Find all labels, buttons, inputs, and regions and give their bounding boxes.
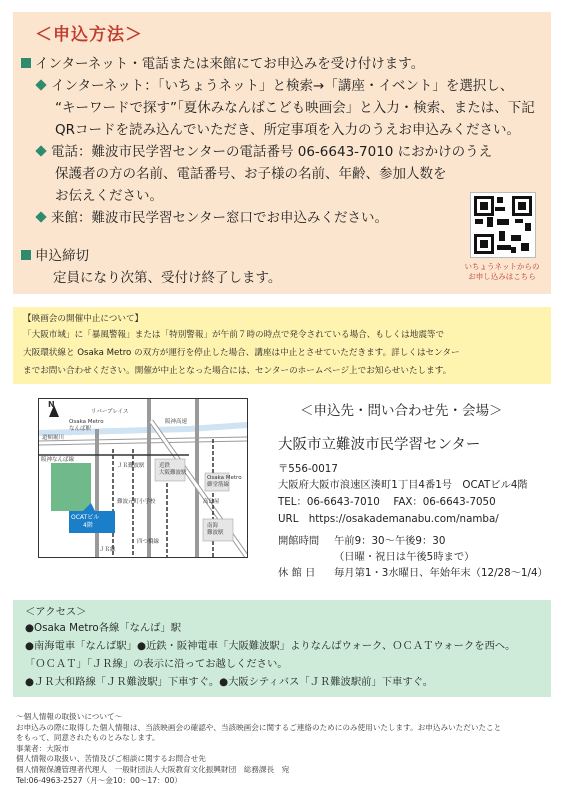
hours-note: （日曜・祝日は午後5時まで）: [334, 551, 475, 563]
access-line: ●Osaka Metro各線「なんば」駅: [25, 622, 182, 634]
map-callout-label: 4階: [83, 522, 93, 529]
access-line: ●ＪＲ大和路線「ＪＲ難波駅」下車すぐ。●大阪シティバス「ＪＲ難波駅前」下車すぐ。: [25, 676, 434, 688]
privacy-line: をもって、同意されたものとみなします。: [16, 733, 160, 743]
map-label: 難波元町小学校: [117, 499, 156, 505]
closed-value: 毎月第1・3水曜日、年始年末（12/28～1/4）: [334, 567, 548, 579]
map-label: 四つ橋線: [137, 539, 160, 545]
apply-line-internet: インターネット：「いちょうネット」と検索→「講座・イベント」を選択し、: [37, 78, 513, 95]
north-label: N: [48, 400, 55, 409]
access-line: 「ＯＣＡＴ」「ＪＲ線」の表示に沿ってお越しください。: [25, 658, 288, 670]
privacy-line: お申込みの際に取得した個人情報は、当該映画会の確認や、当該映画会に関するご連絡のためにのみ使用いたします。お申込みいただいたこと: [16, 722, 502, 732]
access-title: ＜アクセス＞: [25, 606, 87, 618]
venue-url[interactable]: URL https://osakademanabu.com/namba/: [278, 513, 499, 525]
map-label: 阪神なんば線: [41, 457, 75, 463]
map-label: 御堂筋線: [207, 482, 230, 488]
square-bullet-icon: [21, 250, 31, 260]
diamond-bullet-icon: [35, 145, 46, 156]
access-line: ●南海電車「なんば駅」●近鉄・阪神電車「大阪難波駅」よりなんばウォーク、ＯＣＡＴウォークを西へ。: [25, 640, 516, 652]
map-label: ＪＲ難波駅: [117, 463, 145, 469]
hours-value: 午前9：30～午後9：30: [334, 535, 446, 547]
privacy-line: 個人情報の取扱い、苦情及びご相談に関するお問合せ先: [16, 754, 206, 764]
access-panel: [13, 600, 551, 697]
apply-line-qr: QRコードを読み込んでいただき、所定事項を入力のうえお申込みください。: [55, 122, 520, 138]
privacy-line: ～個人情報の取扱いについて～: [16, 712, 123, 721]
deadline-text: 定員になり次第、受付け終了します。: [53, 270, 282, 286]
cancellation-notice: [13, 307, 551, 384]
apply-line-phone-end: お伝えください。: [55, 188, 163, 204]
map-label: 道頓堀川: [42, 435, 65, 441]
venue-name: 大阪市立難波市民学習センター: [278, 437, 481, 453]
venue-heading: ＜申込先・問い合わせ先・会場＞: [300, 403, 503, 419]
qr-caption: いちょうネットからの お申し込みはこちら: [464, 262, 540, 281]
apply-line-phone-detail: 保護者の方の名前、電話番号、お子様の名前、年齢、参加人数を: [55, 166, 447, 182]
location-map: [38, 398, 248, 558]
map-label: 高島屋: [203, 499, 220, 505]
privacy-line: Tel:06-4963-2527（月～金10：00～17：00）: [16, 775, 182, 785]
square-bullet-icon: [21, 58, 31, 68]
apply-line-overview: インターネット・電話または来館にてお申込みを受け付けます。: [21, 56, 424, 73]
closed-label: 休 館 日: [278, 567, 316, 579]
hours-label: 開館時間: [278, 535, 320, 547]
notice-line: 大阪環状線と Osaka Metro の双方が運行を停止した場合、講座は中止とさせていただきます。詳しくはセンター: [23, 348, 460, 358]
apply-line-keyword: “キーワードで探す”「夏休みなんばこども映画会」と入力・検索、または、下記: [55, 100, 535, 116]
apply-line-visit: 来館：難波市民学習センター窓口でお申込みください。: [37, 210, 388, 227]
map-label: 難波駅: [207, 530, 224, 536]
venue-zip: 〒556-0017: [278, 463, 338, 475]
map-label: 阪神高速: [165, 419, 188, 425]
diamond-bullet-icon: [35, 211, 46, 222]
qr-code[interactable]: [470, 192, 536, 258]
deadline-title: 申込締切: [21, 248, 89, 265]
notice-line: までお問い合わせください。開催が中止となった場合には、センターのホームページ上でお知らせいたします。: [23, 366, 452, 376]
application-method-title: ＜申込方法＞: [35, 25, 143, 45]
map-label: ＪＲ線: [99, 547, 116, 553]
venue-tel-fax: TEL：06-6643-7010 FAX：06-6643-7050: [278, 496, 496, 508]
map-label: 近鉄: [159, 463, 171, 469]
privacy-line: 事業者：大阪市: [16, 743, 70, 753]
diamond-bullet-icon: [35, 79, 46, 90]
venue-address: 大阪府大阪市浪速区湊町1丁目4番1号 OCATビル4階: [278, 479, 528, 491]
map-label: Osaka Metro: [207, 475, 242, 481]
privacy-notes: [16, 712, 501, 786]
map-callout-label: OCATビル: [71, 514, 100, 521]
notice-title: 【映画会の開催中止について】: [23, 314, 144, 324]
map-label: Osaka Metro: [69, 419, 104, 425]
map-label: リバープレイス: [91, 409, 129, 415]
map-label: なんば駅: [69, 426, 92, 432]
map-label: 大阪難波駅: [159, 470, 187, 476]
notice-line: 「大阪市域」に「暴風警報」または「特別警報」が午前７時の時点で発令されている場合、もしくは地震等で: [23, 330, 445, 340]
map-label: 南海: [207, 523, 219, 529]
apply-line-phone: 電話：難波市民学習センターの電話番号 06-6643-7010 におかけのうえ: [37, 144, 492, 161]
privacy-line: 個人情報保護管理者代理人 一般財団法人大阪教育文化振興財団 総務課長 宛: [16, 764, 290, 774]
